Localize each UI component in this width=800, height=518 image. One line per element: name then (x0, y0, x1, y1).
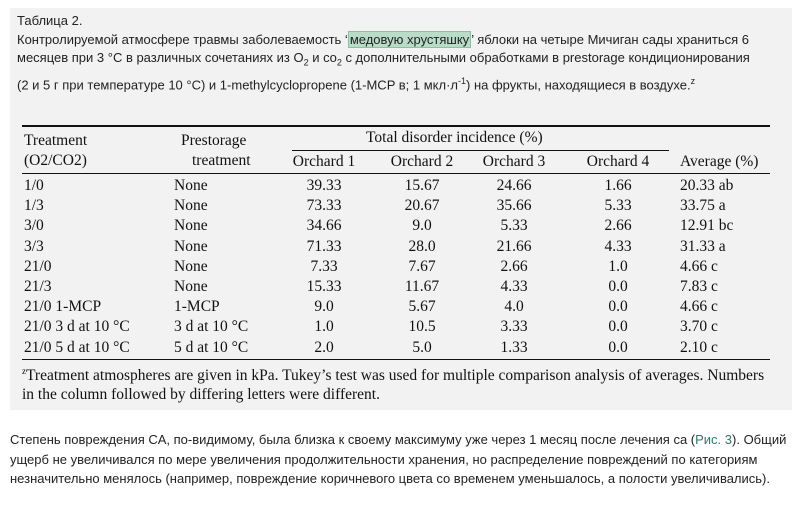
cell-orchard-1: 2.0 (314, 338, 334, 356)
cell-orchard-4: 0.0 (608, 278, 628, 295)
header-treatment-unit: (O2/CO2) (24, 152, 87, 169)
cell-orchard-2: 5.0 (412, 338, 432, 356)
cell-treatment: 21/0 1-MCP (24, 298, 102, 316)
cell-prestorage: None (174, 197, 208, 215)
table-rule-header (22, 173, 770, 174)
header-treatment: Treatment (24, 132, 88, 149)
cell-orchard-2: 28.0 (408, 237, 436, 255)
cell-treatment: 21/3 (24, 278, 52, 295)
cell-orchard-3: 24.66 (496, 177, 532, 194)
cell-average: 4.66 c (680, 257, 718, 275)
cell-orchard-2: 10.5 (408, 318, 436, 336)
cell-average: 2.10 c (680, 338, 718, 356)
cell-orchard-2: 9.0 (412, 217, 432, 235)
cell-orchard-3: 21.66 (496, 237, 532, 255)
cell-orchard-4: 1.66 (604, 177, 632, 194)
header-average: Average (%) (680, 153, 759, 170)
cell-orchard-1: 15.33 (306, 278, 342, 295)
cell-orchard-4: 5.33 (604, 197, 632, 215)
header-prestorage-2: treatment (192, 152, 251, 169)
cell-orchard-4: 1.0 (608, 257, 628, 275)
cell-prestorage: None (174, 177, 208, 194)
header-orchard-3: Orchard 3 (482, 153, 546, 170)
cell-average: 12.91 bc (680, 217, 734, 235)
cell-treatment: 3/0 (24, 217, 44, 235)
cell-orchard-2: 7.67 (408, 257, 436, 275)
cell-orchard-1: 73.33 (306, 197, 342, 215)
cell-prestorage: 3 d at 10 °C (174, 318, 249, 336)
cell-orchard-3: 35.66 (496, 197, 532, 215)
cell-average: 31.33 a (680, 237, 726, 255)
figure-link[interactable]: Рис. 3 (695, 432, 733, 447)
cell-treatment: 3/3 (24, 237, 44, 255)
highlighted-phrase[interactable]: медовую хрустяшку (349, 31, 470, 47)
cell-average: 33.75 a (680, 197, 726, 215)
cell-orchard-1: 9.0 (314, 298, 334, 316)
header-prestorage: Prestorage (181, 132, 247, 149)
cell-prestorage: 5 d at 10 °C (174, 338, 249, 356)
cell-orchard-2: 11.67 (404, 278, 440, 295)
table-rule-top (22, 125, 770, 127)
cell-average: 7.83 c (680, 278, 718, 295)
cell-orchard-1: 39.33 (306, 177, 342, 194)
cell-prestorage: None (174, 237, 208, 255)
header-group: Total disorder incidence (%) (366, 129, 543, 146)
cell-orchard-3: 1.33 (500, 338, 528, 356)
cell-orchard-4: 0.0 (608, 298, 628, 316)
cell-orchard-2: 15.67 (404, 177, 440, 194)
table-rule-group (292, 150, 669, 151)
header-orchard-2: Orchard 2 (390, 153, 454, 170)
cell-orchard-1: 34.66 (306, 217, 342, 235)
cell-prestorage: 1-MCP (174, 298, 220, 316)
cell-prestorage: None (174, 278, 208, 295)
cell-orchard-1: 7.33 (310, 257, 338, 275)
cell-treatment: 1/3 (24, 197, 44, 215)
header-orchard-4: Orchard 4 (586, 153, 650, 170)
cell-orchard-3: 4.33 (500, 278, 528, 295)
table-rule-bottom (22, 359, 770, 360)
caption-title: Таблица 2. (17, 13, 83, 28)
cell-orchard-3: 5.33 (500, 217, 528, 235)
cell-prestorage: None (174, 257, 208, 275)
cell-orchard-4: 0.0 (608, 318, 628, 336)
body-paragraph: Степень повреждения CA, по-видимому, была близка к своему максимуму уже через 1 месяц после лечения са (Рис. 3). Общий ущерб не увеличивался по мере увеличения продолжительности хранения, но распределение повреждений по категориям незначительно менялось (например, повреждение коричневого цвета со временем уменьшалось, а полости увеличивались). (10, 432, 787, 486)
cell-orchard-4: 2.66 (604, 217, 632, 235)
cell-orchard-1: 71.33 (306, 237, 342, 255)
cell-orchard-4: 0.0 (608, 338, 628, 356)
cell-average: 4.66 c (680, 298, 718, 316)
cell-orchard-3: 4.0 (504, 298, 524, 316)
cell-orchard-2: 20.67 (404, 197, 440, 215)
cell-treatment: 1/0 (24, 177, 44, 194)
cell-average: 20.33 ab (680, 177, 734, 194)
caption-text: Контролируемой атмосфере травмы заболеваемость ‘ медовую хрустяшку ’ яблоки на четыре Мичиган сады храниться 6 месяцев при 3 °C в различных сочетаниях из $O_2$ и $co_2$ с дополнительными обработками в prestorage кондиционирования (2 и 5 г при температуре 10 °C) и 1-methylcyclopropene (1-MCP в; 1 $мкл\cdot л^{-1}$) на фрукты, находящиеся в воздухе.$^z$ (17, 31, 750, 93)
cell-treatment: 21/0 5 d at 10 °C (24, 338, 130, 356)
cell-orchard-3: 2.66 (500, 257, 528, 275)
table-footnote: $^z$Treatment atmospheres are given in kPa. Tukey’s test was used for multiple comparison analysis of averages. Numbers in the column followed by differing letters were different. (22, 366, 765, 404)
cell-orchard-1: 1.0 (314, 318, 334, 336)
cell-orchard-2: 5.67 (408, 298, 436, 316)
cell-treatment: 21/0 (24, 257, 52, 275)
table-caption (17, 12, 757, 95)
cell-treatment: 21/0 3 d at 10 °C (24, 318, 130, 336)
cell-orchard-4: 4.33 (604, 237, 632, 255)
cell-prestorage: None (174, 217, 208, 235)
header-orchard-1: Orchard 1 (292, 153, 356, 170)
cell-average: 3.70 c (680, 318, 718, 336)
cell-orchard-3: 3.33 (500, 318, 528, 336)
